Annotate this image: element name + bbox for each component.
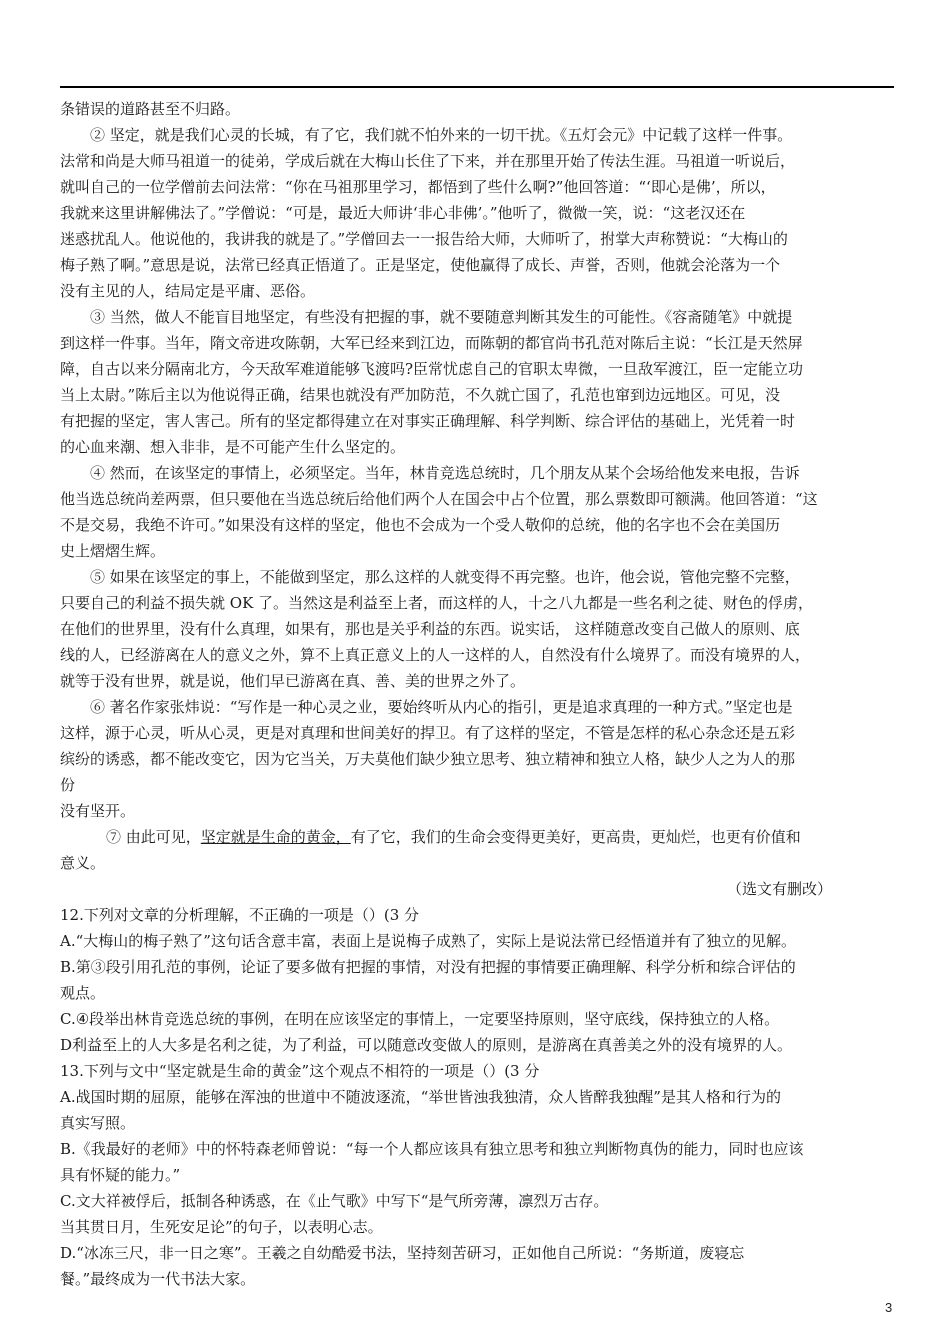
- paragraph-line: 就叫自己的一位学僧前去问法常：“你在马祖那里学习，都悟到了些什么啊?”他回答道：“‘即心是佛’，所以，: [60, 178, 776, 196]
- paragraph-line: 的心血来潮、想入非非，是不可能产生什么坚定的。: [60, 438, 406, 456]
- question-13: [60, 1058, 894, 1292]
- conclusion-prefix: ⑦ 由此可见，: [106, 828, 201, 846]
- option-b: B.《我最好的老师》中的怀特森老师曾说：“每一个人都应该具有独立思考和独立判断物真伪的能力，同时也应该: [60, 1140, 804, 1158]
- paragraph-line: ⑤ 如果在该坚定的事上，不能做到坚定，那么这样的人就变得不再完整。也许，他会说，管他完整不完整，: [90, 568, 800, 586]
- paragraph-line: 在他们的世界里，没有什么真理，如果有，那也是关乎利益的东西。说实话， 这样随意改变自己做人的原则、底: [60, 620, 800, 638]
- page-number: 3: [885, 1300, 893, 1315]
- paragraph-6: [60, 694, 894, 824]
- underlined-thesis: 坚定就是生命的黄金，: [200, 828, 351, 846]
- paragraph-3: [60, 304, 894, 460]
- option-d: D.“冰冻三尺，非一日之寒”。王羲之自幼酷爱书法，坚持刻苦研习，正如他自己所说：“务斯道，废寝忘: [60, 1244, 745, 1262]
- option-c: C.文大祥被俘后，抵制各种诱惑，在《止气歌》中写下“是气所旁薄，凛烈万古存。: [60, 1192, 609, 1210]
- paragraph-line: 有把握的坚定，害人害己。所有的坚定都得建立在对事实正确理解、科学判断、综合评估的基础上，光凭着一时: [60, 412, 796, 430]
- question-12: [60, 902, 894, 1058]
- source-note: （选文有删改）: [726, 880, 832, 898]
- paragraph-line: 不是交易，我绝不许可。”如果没有这样的坚定，他也不会成为一个受人敬仰的总统，他的名字也不会在美国历: [60, 516, 781, 534]
- paragraph-line: 没有主见的人，结局定是平庸、恶俗。: [60, 282, 316, 300]
- paragraph-line: 到这样一件事。当年，隋文帝进攻陈朝，大军已经来到江边，而陈朝的都官尚书孔范对陈后主说：“长江是天然屏: [60, 334, 803, 352]
- paragraph-line: 意义。: [60, 854, 106, 872]
- paragraph-line: ② 坚定，就是我们心灵的长城，有了它，我们就不怕外来的一切干扰。《五灯会元》中记载了这样一件事。: [90, 126, 793, 144]
- passage-body: [60, 96, 894, 1292]
- paragraph-line: 线的人，已经游离在人的意义之外，算不上真正意义上的人一这样的人，自然没有什么境界了。而没有境界的人，: [60, 646, 811, 664]
- paragraph-line: 迷惑扰乱人。他说他的，我讲我的就是了。”学僧回去一一报告给大师，大师听了，拊掌大声称赞说：“大梅山的: [60, 230, 788, 248]
- conclusion-suffix: 有了它，我们的生命会变得更美好，更高贵，更灿烂，也更有价值和: [350, 828, 801, 846]
- paragraph-4: [60, 460, 894, 564]
- option-c: C.④段举出林肯竞选总统的事例，在明在应该坚定的事情上，一定要坚持原则，坚守底线，保持独立的人格。: [60, 1010, 780, 1028]
- paragraph-line: 法常和尚是大师马祖道一的徒弟，学成后就在大梅山长住了下来，并在那里开始了传法生涯。马祖道一听说后，: [60, 152, 796, 170]
- option-b-continued: 具有怀疑的能力。”: [60, 1166, 181, 1184]
- paragraph-7: [60, 824, 894, 876]
- paragraph-line: 障，自古以来分隔南北方，今天敌军难道能够飞渡吗?臣常忧虑自己的官职太卑微，一旦敌军渡江，臣一定能立功: [60, 360, 804, 378]
- paragraph-line: 就等于没有世界，就是说，他们早已游离在真、善、美的世界之外了。: [60, 672, 526, 690]
- option-b-continued: 观点。: [60, 984, 106, 1002]
- option-a-continued: 真实写照。: [60, 1114, 136, 1132]
- header-rule: [60, 86, 894, 88]
- question-stem: 12.下列对文章的分析理解，不正确的一项是（）(3 分: [60, 906, 420, 924]
- paragraph-line: ⑥ 著名作家张炜说：“写作是一种心灵之业，要始终听从内心的指引，更是追求真理的一种方式。”坚定也是: [90, 698, 793, 716]
- paragraph-line: 缤纷的诱惑，都不能改变它，因为它当关，万夫莫他们缺少独立思考、独立精神和独立人格，缺少人之为人的那: [60, 750, 796, 768]
- option-b: B.第③段引用孔范的事例，论证了要多做有把握的事情，对没有把握的事情要正确理解、科学分析和综合评估的: [60, 958, 796, 976]
- option-c-continued: 当其贯日月，生死安足论”的句子，以表明心志。: [60, 1218, 383, 1236]
- paragraph-line: [60, 824, 894, 850]
- paragraph-line: 我就来这里讲解佛法了。”学僧说：“可是，最近大师讲‘非心非佛’。”他听了，微微一笑，说：“这老汉还在: [60, 204, 746, 222]
- intro-line: 条错误的道路甚至不归路。: [60, 100, 241, 118]
- question-stem: 13.下列与文中“坚定就是生命的黄金”这个观点不相符的一项是（）(3 分: [60, 1062, 540, 1080]
- option-a: A.“大梅山的梅子熟了”这句话含意丰富，表面上是说梅子成熟了，实际上是说法常已经悟道并有了独立的见解。: [60, 932, 796, 950]
- paragraph-2: [60, 122, 894, 304]
- paragraph-line: ③ 当然，做人不能盲目地坚定，有些没有把握的事，就不要随意判断其发生的可能性。《容斋随笔》中就提: [90, 308, 793, 326]
- paragraph-line: ④ 然而，在该坚定的事情上，必须坚定。当年，林肯竞选总统时，几个朋友从某个会场给他发来电报，告诉: [90, 464, 800, 482]
- option-d-continued: 餐。”最终成为一代书法大家。: [60, 1270, 256, 1288]
- option-d: D利益至上的人大多是名利之徒，为了利益，可以随意改变做人的原则，是游离在真善美之外的没有境界的人。: [60, 1036, 793, 1054]
- paragraph-line: 这样，源于心灵，听从心灵，更是对真理和世间美好的捍卫。有了这样的坚定，不管是怎样的私心杂念还是五彩: [60, 724, 796, 742]
- paragraph-line: 史上熠熠生辉。: [60, 542, 166, 560]
- option-a: A.战国时期的屈原，能够在浑浊的世道中不随波逐流，“举世皆浊我独清，众人皆醉我独醒”是其人格和行为的: [60, 1088, 781, 1106]
- paragraph-line: 当上太尉。”陈后主以为他说得正确，结果也就没有严加防范，不久就亡国了，孔范也窜到边远地区。可见，没: [60, 386, 781, 404]
- paragraph-line: 梅子熟了啊。”意思是说，法常已经真正悟道了。正是坚定，使他赢得了成长、声誉，否则，他就会沦落为一个: [60, 256, 781, 274]
- paragraph-line: 只要自己的利益不损失就 OK 了。当然这是利益至上者，而这样的人，十之八九都是一些名利之徒、财色的俘虏，: [60, 594, 814, 612]
- paragraph-line: 他当选总统尚差两票，但只要他在当选总统后给他们两个人在国会中占个位置，那么票数即可额满。他回答道：“这: [60, 490, 818, 508]
- paragraph-5: [60, 564, 894, 694]
- paragraph-line: 没有坚开。: [60, 802, 136, 820]
- paragraph-line: 份: [60, 776, 76, 794]
